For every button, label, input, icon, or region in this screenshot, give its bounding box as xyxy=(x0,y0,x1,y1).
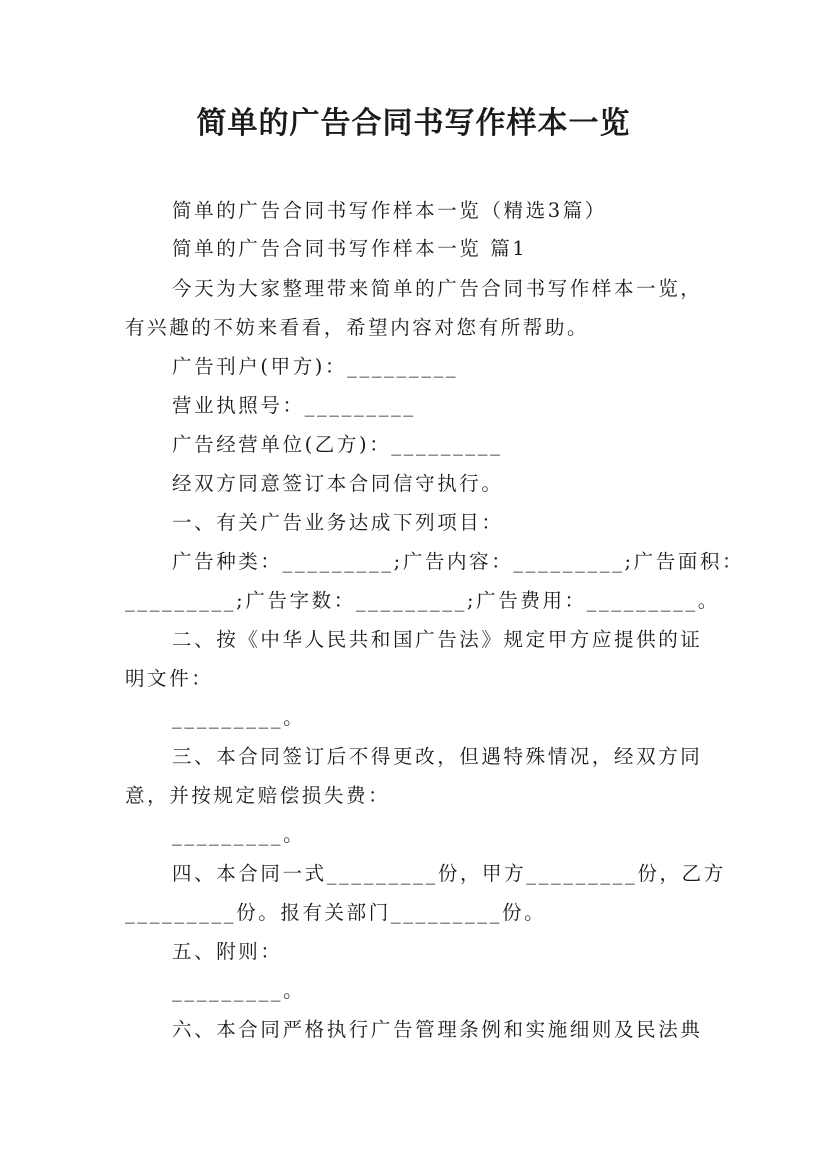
blank-field: _________。 xyxy=(172,823,306,846)
paragraph-line: 有兴趣的不妨来看看，希望内容对您有所帮助。 xyxy=(125,316,590,339)
document-title: 简单的广告合同书写作样本一览 xyxy=(196,106,631,141)
clause-text: 意，并按规定赔偿损失费： xyxy=(125,784,391,807)
form-field-license: 营业执照号：_________ xyxy=(172,394,416,417)
clause-text: 六、本合同严格执行广告管理条例和实施细则及民法典 xyxy=(172,1018,703,1041)
clause-text: 明文件： xyxy=(125,667,214,690)
blank-field: _________。 xyxy=(172,706,306,729)
paragraph-line: 今天为大家整理带来简单的广告合同书写作样本一览， xyxy=(172,277,703,300)
clause-text: 四、本合同一式_________份，甲方_________份，乙方 xyxy=(172,862,726,885)
section-heading: 简单的广告合同书写作样本一览 篇1 xyxy=(172,237,528,260)
blank-field: _________。 xyxy=(172,979,306,1002)
form-field-agency: 广告经营单位(乙方)：_________ xyxy=(172,433,503,456)
form-field-advertiser: 广告刊户(甲方)：_________ xyxy=(172,355,459,378)
clause-text: 三、本合同签订后不得更改，但遇特殊情况，经双方同 xyxy=(172,745,703,768)
form-field-ad-details: 广告种类：_________;广告内容：_________;广告面积： xyxy=(172,550,745,573)
paragraph-line: 经双方同意签订本合同信守执行。 xyxy=(172,472,504,495)
subtitle-selection: 简单的广告合同书写作样本一览（精选3篇） xyxy=(172,199,607,222)
clause-heading: 五、附则： xyxy=(172,940,283,963)
clause-heading: 一、有关广告业务达成下列项目： xyxy=(172,511,504,534)
clause-text: 二、按《中华人民共和国广告法》规定甲方应提供的证 xyxy=(172,628,703,651)
clause-text: _________份。报有关部门_________份。 xyxy=(125,901,547,924)
form-field-ad-details: _________;广告字数：_________;广告费用：_________。 xyxy=(125,589,720,612)
